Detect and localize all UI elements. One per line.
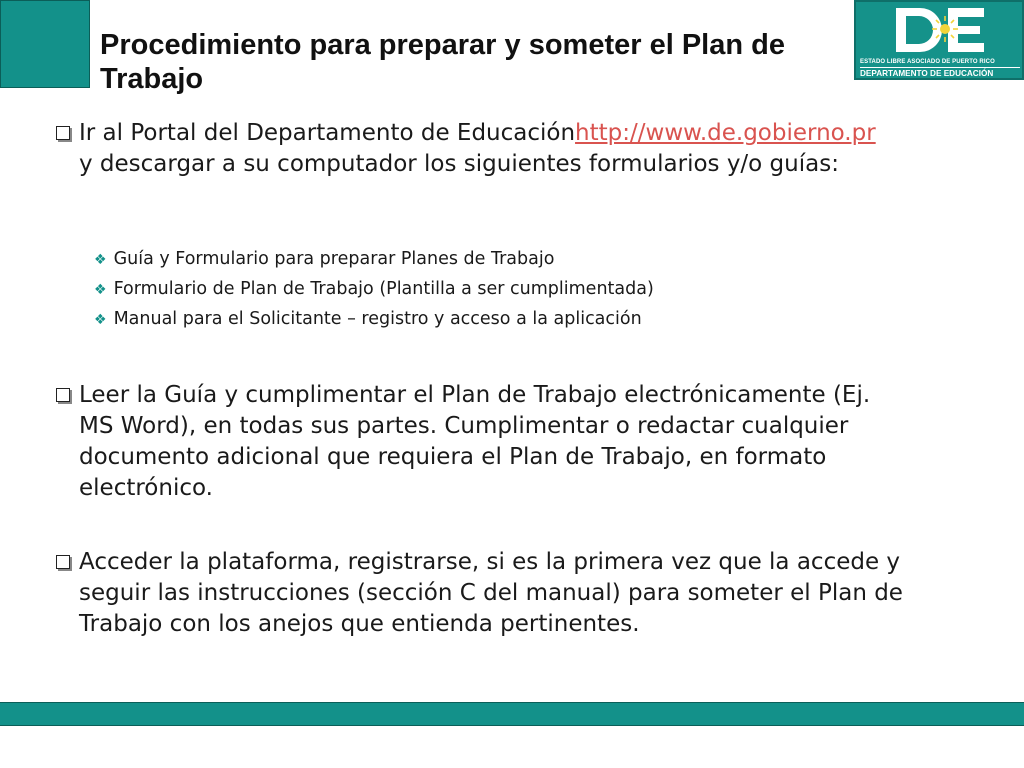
sub-item-label: Manual para el Solicitante – registro y acceso a la aplicación — [113, 309, 642, 329]
bullet-portal — [56, 118, 891, 180]
diamond-bullet-icon: ❖ — [94, 282, 107, 298]
checkbox-bullet-icon — [56, 555, 70, 569]
bullet-access-platform — [56, 547, 956, 640]
portal-link[interactable]: http://www.de.gobierno.pr — [575, 120, 876, 146]
bullet-access-platform-text: Acceder la plataforma, registrarse, si es la primera vez que la accede y seguir las instrucciones (sección C del manual) para someter el Plan de Trabajo con los anejos que entienda pertinentes. — [79, 549, 903, 637]
logo-department-text: DEPARTAMENTO DE EDUCACIÓN — [860, 69, 994, 78]
bullet-portal-text-after: y descargar a su computador los siguientes formularios y/o guías: — [79, 120, 891, 177]
diamond-bullet-icon: ❖ — [94, 252, 107, 268]
sub-item-label: Guía y Formulario para preparar Planes de Trabajo — [113, 249, 555, 269]
logo-divider — [860, 67, 1020, 68]
diamond-bullet-icon: ❖ — [94, 312, 107, 328]
logo-state-text: ESTADO LIBRE ASOCIADO DE PUERTO RICO — [860, 59, 995, 65]
department-logo — [854, 0, 1024, 80]
checkbox-bullet-icon — [56, 126, 70, 140]
bullet-portal-text-before: Ir al Portal del Departamento de Educación — [79, 120, 576, 146]
sub-item-manual — [94, 304, 642, 335]
sub-item-template — [94, 274, 654, 305]
footer-accent-bar — [0, 702, 1024, 726]
bullet-read-guide-text: Leer la Guía y cumplimentar el Plan de Trabajo electrónicamente (Ej. MS Word), en todas sus partes. Cumplimentar o redactar cualquier documento adicional que requiera el Plan de Trabajo, en formato electrónico. — [79, 382, 871, 501]
slide-title: Procedimiento para preparar y someter el Plan de Trabajo — [100, 29, 785, 95]
sub-item-guide — [94, 244, 554, 275]
sub-item-label: Formulario de Plan de Trabajo (Plantilla a ser cumplimentada) — [113, 279, 654, 299]
bullet-read-guide — [56, 380, 906, 504]
de-logo-icon — [856, 2, 1024, 60]
checkbox-bullet-icon — [56, 388, 70, 402]
corner-accent-square — [0, 0, 90, 88]
